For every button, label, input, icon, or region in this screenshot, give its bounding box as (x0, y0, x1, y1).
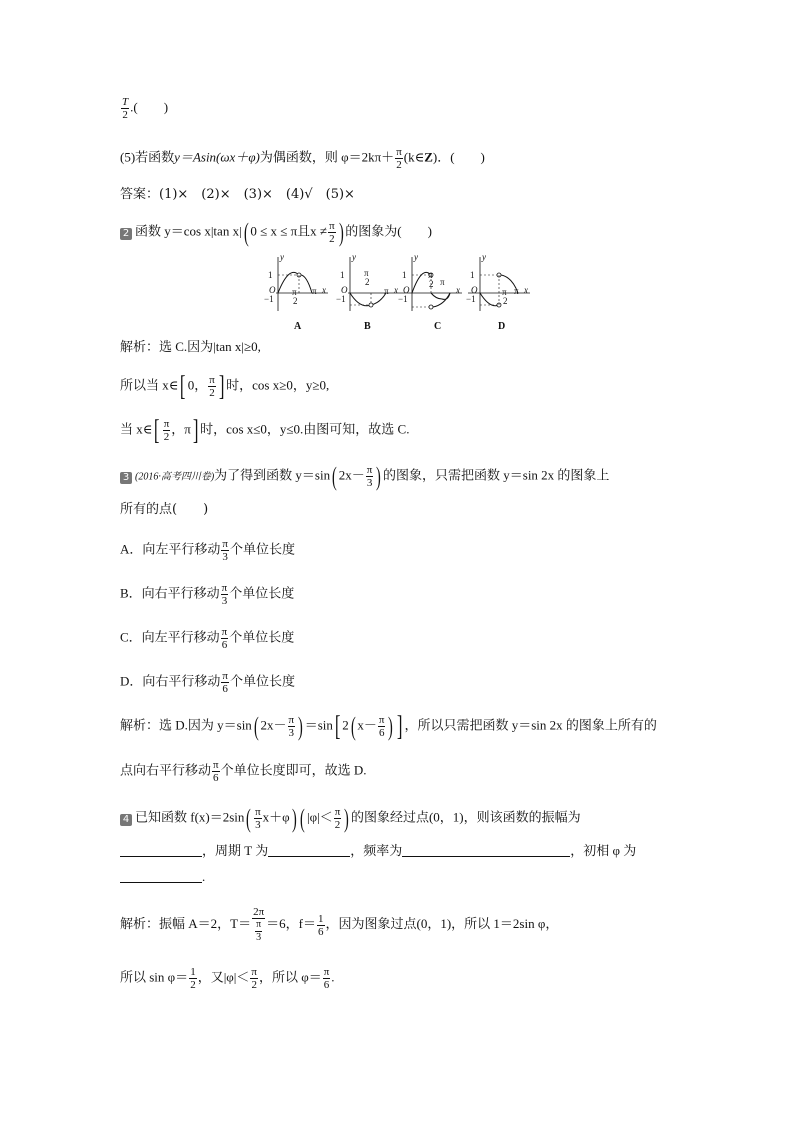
problem-2-solution-2: 所以当 x∈[ 0， $\frac{\pi}{2}$ ] 时，cos x≥0，y≥0, (120, 370, 330, 402)
problem-number-badge: 2 (120, 228, 132, 240)
problem-number-badge: 3 (120, 472, 132, 484)
q5-statement: (5)若函数y＝Asin(ωx＋φ)为偶函数，则 φ＝2kπ＋ $\frac{\pi}{2}$ (k∈Z)．( ) (120, 146, 485, 171)
answer-blank-phase[interactable] (120, 870, 202, 883)
graph-option-c: y 1 O −1 π 2 π x C (400, 253, 468, 333)
problem-number-badge: 4 (120, 814, 132, 826)
graph-option-a: y 1 O −1 π 2 π x A (262, 253, 330, 333)
problem-3-solution-2: 点向右平行移动 $\frac{\pi}{6}$ 个单位长度即可，故选 D. (120, 759, 367, 784)
option-b: B．向右平行移动 $\frac{\pi}{3}$ 个单位长度 (120, 582, 295, 607)
graph-option-b: y 1 O −1 π 2 π x B (334, 253, 402, 333)
option-a: A．向左平行移动 $\frac{\pi}{3}$ 个单位长度 (120, 538, 295, 563)
fraction-pi-over-2: $\frac{\pi}{2}$ (329, 220, 335, 245)
problem-4-blanks-2: . (120, 868, 205, 886)
option-c: C．向左平行移动 $\frac{\pi}{6}$ 个单位长度 (120, 626, 295, 651)
problem-4-stem: 4 已知函数 f(x)＝2sin( $\frac{\pi}{3}$ x＋φ) ( |φ|＜ $\frac{\pi}{2}$ ) 的图象经过点(0，1)，则该函数的振幅为 (120, 806, 581, 831)
problem-4-solution-1: 解析：振幅 A＝2，T＝ $\frac{2\pi}{\frac{\pi}{3}}$ ＝6，f＝ $\frac{1}{6}$ ，因为图象过点(0，1)，所以 1＝2sin φ， (120, 906, 559, 943)
fraction-T-over-2: $\frac{T}{2}$ (122, 96, 129, 121)
fraction-pi-over-2: $\frac{\pi}{2}$ (163, 418, 170, 443)
problem-4-solution-2: 所以 sin φ＝ $\frac{1}{2}$ ，又|φ|＜ $\frac{\pi}{2}$ ，所以 φ＝ $\frac{\pi}{6}$ . (120, 966, 335, 991)
problem-3-stem-cont: 所有的点( ) (120, 502, 209, 517)
problem-2-solution-1: 解析：选 C.因为|tan x|≥0, (120, 339, 261, 354)
answer-line: 答案：(1)× (2)× (3)× (4)√ (5)× (120, 187, 355, 202)
answer-blank-frequency[interactable] (402, 844, 570, 857)
graph-option-d: y 1 O −1 π 2 π x D (468, 253, 536, 333)
fraction-pi-over-2: $\frac{\pi}{2}$ (209, 374, 215, 399)
fraction-pi-over-2: $\frac{\pi}{2}$ (396, 146, 402, 171)
answer-blank-amplitude[interactable] (120, 844, 202, 857)
problem-3-solution-1: 解析：选 D.因为 y＝sin( 2x－ $\frac{\pi}{3}$ ) ＝sin[ 2( x－ $\frac{\pi}{6}$ ) ] ，所以只需把函数 y＝sin 2x 的图象上所有的 (120, 710, 657, 742)
option-d: D．向右平行移动 $\frac{\pi}{6}$ 个单位长度 (120, 670, 295, 695)
fraction-pi-over-3: $\frac{\pi}{3}$ (366, 464, 373, 489)
q4-continuation: $\frac{T}{2}$ .( ) (122, 96, 169, 121)
problem-2-solution-3: 当 x∈[ $\frac{\pi}{2}$ ，π] 时，cos x≤0，y≤0.由图可知，故选 C. (120, 414, 410, 446)
problem-2-stem: 2 函数 y＝cos x|tan x|( 0 ≤ x ≤ π且x ≠ $\frac{\pi}{2}$ ) 的图象为( ) (120, 220, 432, 245)
answer-blank-period[interactable] (268, 844, 350, 857)
problem-3-stem: 3 (2016·高考四川卷)为了得到函数 y＝sin( 2x－ $\frac{\pi}{3}$ ) 的图象，只需把函数 y＝sin 2x 的图象上 (120, 464, 609, 489)
problem-4-blanks: ，周期 T 为 ，频率为 ，初相 φ 为 (120, 842, 636, 860)
